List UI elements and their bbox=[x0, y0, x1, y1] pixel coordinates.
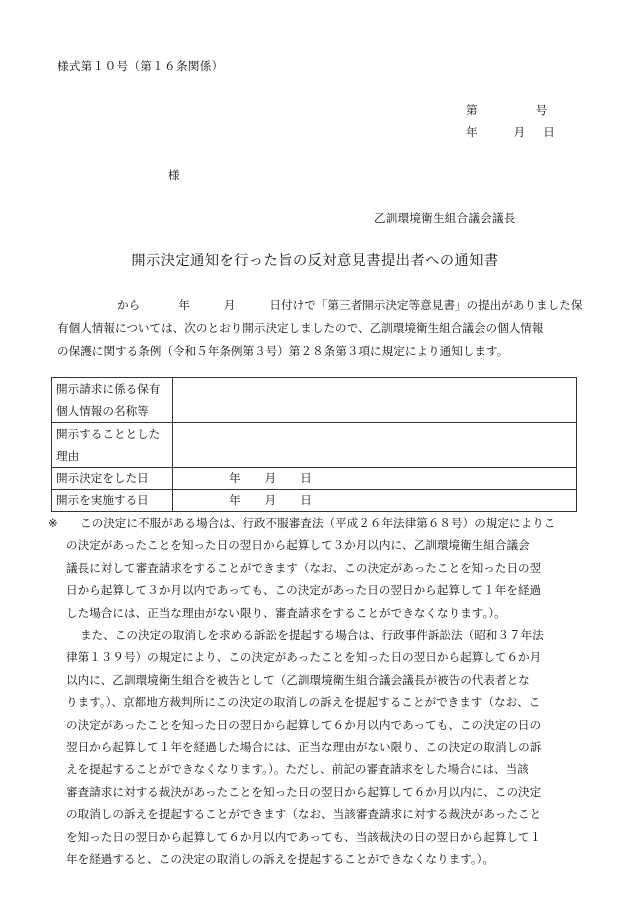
doc-number-prefix: 第 bbox=[466, 103, 478, 117]
note-line: 審査請求に対する裁決があったことを知った日の翌日から起算して６か月以内に、この決定 bbox=[66, 784, 542, 799]
date-year: 年 bbox=[229, 493, 241, 507]
note-line: また、この決定の取消しを求める訴訟を提起する場合は、行政事件訴訟法（昭和３７年法 bbox=[80, 628, 544, 643]
note-line: 日から起算して３か月以内であっても、この決定があった日の翌日から起算して１年を経過 bbox=[66, 583, 542, 598]
row-date-value[interactable] bbox=[173, 490, 577, 512]
note-line: 年を経過すると、この決定の取消しの訴えを提起することができなくなります。）。 bbox=[66, 852, 495, 867]
date-day: 日 bbox=[543, 125, 555, 139]
note-line: 翌日から起算して１年を経過した場合には、正当な理由がない限り、この決定の取消しの訴 bbox=[66, 740, 542, 755]
row-date-value[interactable] bbox=[173, 468, 577, 490]
document-date bbox=[466, 124, 555, 140]
table-row bbox=[52, 490, 577, 512]
note-line: の決定があったことを知った日の翌日から起算して３か月以内に、乙訓環境衛生組合議会 bbox=[66, 538, 530, 553]
row-label: 開示決定をした日 bbox=[52, 468, 173, 490]
note-mark: ※ bbox=[48, 516, 58, 530]
note-line: この決定に不服がある場合は、行政不服審査法（平成２６年法律第６８号）の規定によりこ bbox=[80, 516, 556, 530]
row-value[interactable] bbox=[173, 423, 577, 468]
row-label: 開示を実施する日 bbox=[52, 490, 173, 512]
note-line: の取消しの訴えを提起することができます（なお、当該審査請求に対する裁決があったこと bbox=[66, 807, 542, 822]
note-line: を知った日の翌日から起算して６か月以内であっても、当該裁決の日の翌日から起算して１ bbox=[66, 829, 542, 844]
note-line: した場合には、正当な理由がない限り、審査請求をすることができなくなります。）。 bbox=[66, 605, 506, 620]
intro-line: 有個人情報については、次のとおり開示決定しましたので、乙訓環境衛生組合議会の個人情報 bbox=[57, 321, 544, 335]
table-row bbox=[52, 468, 577, 490]
info-table bbox=[51, 377, 577, 512]
note-line: ります。）、京都地方裁判所にこの決定の取消しの訴えを提起することができます（なお、こ bbox=[66, 695, 541, 710]
notes-section bbox=[48, 512, 588, 871]
row-label bbox=[52, 378, 173, 423]
note-line: の決定があったことを知った日の翌日から起算して６か月以内であっても、この決定の日の bbox=[66, 717, 542, 732]
row-value[interactable] bbox=[173, 378, 577, 423]
intro-line1-rest: 日付けで「第三者開示決定等意見書」の提出がありました保 bbox=[269, 298, 583, 312]
date-day: 日 bbox=[300, 493, 312, 507]
date-day: 日 bbox=[300, 471, 312, 485]
form-number: 様式第１０号（第１６条関係） bbox=[57, 59, 224, 73]
intro-line: の保護に関する条例（令和５年条例第３号）第２８条第３項に規定により通知します。 bbox=[57, 344, 509, 358]
intro-year: 年 bbox=[178, 298, 190, 312]
intro-month: 月 bbox=[223, 298, 236, 312]
note-line: えを提起することができなくなります。）。ただし、前記の審査請求をした場合には、当該 bbox=[66, 762, 529, 777]
addressee: 様 bbox=[168, 168, 180, 182]
date-year: 年 bbox=[229, 471, 241, 485]
intro-line bbox=[57, 294, 583, 317]
date-year: 年 bbox=[466, 125, 478, 139]
page-title: 開示決定通知を行った旨の反対意見書提出者への通知書 bbox=[131, 253, 499, 269]
note-line: 律第１３９号）の規定により、この決定があったことを知った日の翌日から起算して６か月 bbox=[66, 650, 542, 665]
date-month: 月 bbox=[264, 471, 277, 485]
intro-paragraph bbox=[57, 294, 583, 363]
note-paragraph-appeal bbox=[48, 512, 588, 624]
row-label-line: 開示することとした bbox=[56, 427, 161, 441]
note-line: 議長に対して審査請求をすることができます（なお、この決定があったことを知った日の翌 bbox=[66, 560, 542, 575]
date-month: 月 bbox=[264, 493, 277, 507]
table-row bbox=[52, 378, 577, 423]
sender: 乙訓環境衛生組合議会議長 bbox=[374, 211, 516, 225]
row-label-line: 理由 bbox=[56, 449, 80, 463]
row-label bbox=[52, 423, 173, 468]
doc-number-suffix: 号 bbox=[535, 103, 548, 117]
row-label-line: 個人情報の名称等 bbox=[56, 404, 149, 418]
note-paragraph-lawsuit bbox=[48, 624, 588, 870]
row-label-line: 開示請求に係る保有 bbox=[56, 382, 161, 396]
document-number bbox=[466, 102, 547, 118]
date-month: 月 bbox=[513, 125, 526, 139]
note-line: 以内に、乙訓環境衛生組合を被告として（乙訓環境衛生組合議会議長が被告の代表者とな bbox=[66, 672, 530, 687]
table-row bbox=[52, 423, 577, 468]
intro-from: から bbox=[117, 298, 141, 312]
